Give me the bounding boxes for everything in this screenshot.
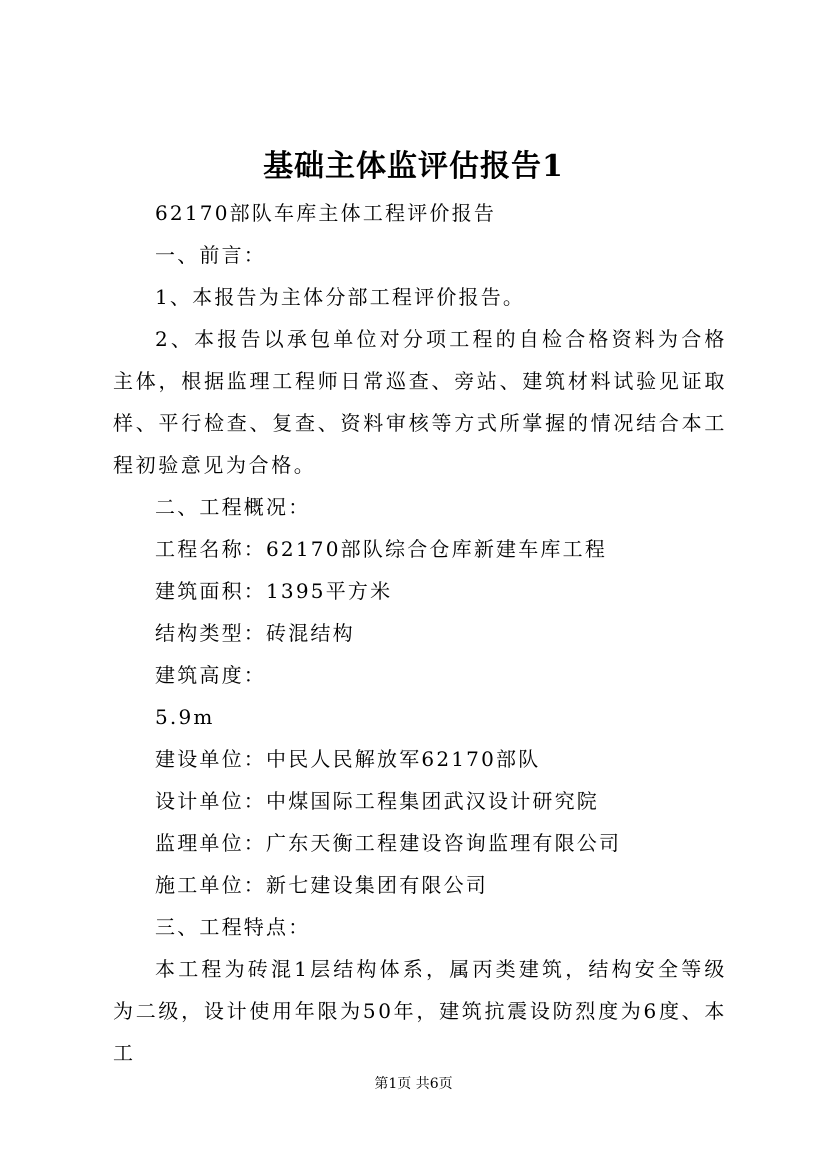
page-footer: 第1页 共6页 — [374, 1076, 453, 1092]
paragraph-owner: 建设单位：中民人民解放军62170部队 — [155, 747, 541, 771]
document-title: 基础主体监评估报告1 — [263, 149, 564, 184]
heading-preface: 一、前言： — [155, 243, 266, 267]
paragraph-preface-2: 2、本报告以承包单位对分项工程的自检合格资料为合格主体，根据监理工程师日常巡查、旁站、建筑材料试验见证取样、平行检查、复查、资料审核等方式所掌握的情况结合本工程初验意见为合格。 — [113, 327, 727, 477]
paragraph-preface-1: 1、本报告为主体分部工程评价报告。 — [155, 285, 526, 309]
paragraph-report-name: 62170部队车库主体工程评价报告 — [155, 201, 497, 225]
paragraph-structure-type: 结构类型：砖混结构 — [155, 621, 355, 645]
paragraph-building-area: 建筑面积：1395平方米 — [155, 579, 393, 603]
paragraph-project-name: 工程名称：62170部队综合仓库新建车库工程 — [155, 537, 608, 561]
paragraph-features: 本工程为砖混1层结构体系，属丙类建筑，结构安全等级为二级，设计使用年限为50年，建筑抗震设防烈度为6度、本工 — [113, 957, 727, 1065]
document-body — [113, 192, 727, 1074]
paragraph-supervisor: 监理单位：广东天衡工程建设咨询监理有限公司 — [155, 831, 622, 855]
paragraph-designer: 设计单位：中煤国际工程集团武汉设计研究院 — [155, 789, 599, 813]
paragraph-building-height: 建筑高度： — [155, 663, 266, 687]
heading-features: 三、工程特点： — [155, 915, 311, 939]
heading-overview: 二、工程概况： — [155, 495, 311, 519]
paragraph-height-value: 5.9m — [155, 705, 215, 729]
paragraph-contractor: 施工单位：新七建设集团有限公司 — [155, 873, 488, 897]
